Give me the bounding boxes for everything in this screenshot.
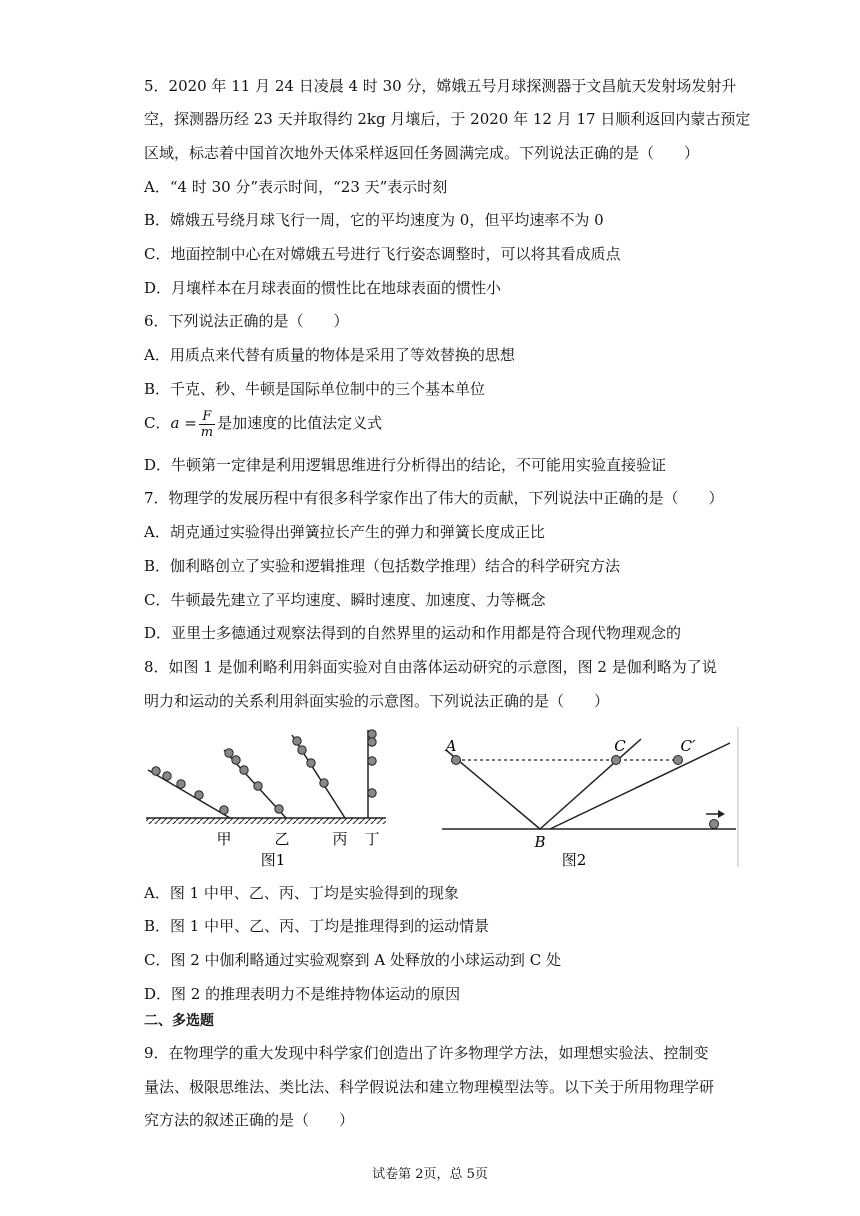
ball xyxy=(225,749,233,757)
q8-line-1: 8．如图 1 是伽利略利用斜面实验对自由落体运动研究的示意图，图 2 是伽利略为了说 xyxy=(144,658,717,676)
ball xyxy=(163,772,171,780)
ball xyxy=(275,805,283,813)
ball-a xyxy=(452,756,461,765)
ball xyxy=(232,756,240,764)
q9-line-1: 9．在物理学的重大发现中科学家们创造出了许多物理学方法，如理想实验法、控制变 xyxy=(144,1044,709,1062)
ball-c-prime xyxy=(674,756,683,765)
q8-line-2: 明力和运动的关系利用斜面实验的示意图。下列说法正确的是（ ） xyxy=(144,692,610,710)
ball xyxy=(368,730,376,738)
ball xyxy=(307,759,315,767)
ground-hatch xyxy=(146,818,386,824)
motion-arrow-head xyxy=(718,810,725,818)
ball-ground xyxy=(710,820,719,829)
ball xyxy=(368,738,376,746)
ball xyxy=(220,806,228,814)
label-yi: 乙 xyxy=(274,830,290,848)
q7-option-a: A．胡克通过实验得出弹簧拉长产生的弹力和弹簧长度成正比 xyxy=(144,523,545,541)
q8-option-c: C．图 2 中伽利略通过实验观察到 A 处释放的小球运动到 C 处 xyxy=(144,951,561,969)
q7-stem: 7．物理学的发展历程中有很多科学家作出了伟大的贡献，下列说法中正确的是（ ） xyxy=(144,489,724,507)
q6-option-c-prefix: C． xyxy=(144,414,171,432)
q6-option-d: D．牛顿第一定律是利用逻辑思维进行分析得出的结论，不可能用实验直接验证 xyxy=(144,456,667,474)
point-c-label: C xyxy=(614,737,626,755)
incline-jia xyxy=(148,770,230,818)
q6-option-c-suffix: 是加速度的比值法定义式 xyxy=(217,414,383,432)
q5-option-b: B．嫦娥五号绕月球飞行一周，它的平均速度为 0，但平均速率不为 0 xyxy=(144,211,604,229)
ball xyxy=(368,757,376,765)
q6-formula-denominator: m xyxy=(200,424,214,440)
ball xyxy=(368,789,376,797)
figure-1 xyxy=(140,725,400,873)
label-jia: 甲 xyxy=(216,830,232,848)
q7-option-d: D．亚里士多德通过观察法得到的自然界里的运动和作用都是符合现代物理观念的 xyxy=(144,624,682,642)
q6-formula-fraction xyxy=(199,409,215,440)
q5-line-3: 区域，标志着中国首次地外天体采样返回任务圆满完成。下列说法正确的是（ ） xyxy=(144,144,700,162)
point-a-label: A xyxy=(445,737,457,755)
q6-option-a: A．用质点来代替有质量的物体是采用了等效替换的思想 xyxy=(144,346,515,364)
q9-line-3: 究方法的叙述正确的是（ ） xyxy=(144,1111,355,1129)
label-bing: 丙 xyxy=(332,830,348,848)
ball xyxy=(195,791,203,799)
q8-option-b: B．图 1 中甲、乙、丙、丁均是推理得到的运动情景 xyxy=(144,917,490,935)
ball xyxy=(152,767,160,775)
q5-option-d: D．月壤样本在月球表面的惯性比在地球表面的惯性小 xyxy=(144,279,502,297)
gentle-right-incline xyxy=(550,743,730,829)
q6-formula-lhs: a = xyxy=(170,414,197,432)
q9-line-2: 量法、极限思维法、类比法、科学假说法和建立物理模型法等。以下关于所用物理学研 xyxy=(144,1078,715,1096)
q6-formula-numerator: F xyxy=(199,409,215,425)
q5-option-a: A．“4 时 30 分”表示时间，“23 天”表示时刻 xyxy=(144,178,448,196)
q6-option-c xyxy=(144,407,382,440)
q7-option-c: C．牛顿最先建立了平均速度、瞬时速度、加速度、力等概念 xyxy=(144,591,546,609)
q6-stem: 6．下列说法正确的是（ ） xyxy=(144,312,349,330)
figure-1-caption: 图1 xyxy=(260,851,286,869)
q5-line-2: 空，探测器历经 23 天并取得约 2kg 月壤后，于 2020 年 12 月 17 日顺利返回内蒙古预定 xyxy=(144,110,751,128)
section-heading-multiple-choice: 二、多选题 xyxy=(144,1013,214,1029)
ball xyxy=(293,737,301,745)
point-b-label: B xyxy=(534,833,546,851)
ball xyxy=(240,766,248,774)
q5-option-c: C．地面控制中心在对嫦娥五号进行飞行姿态调整时，可以将其看成质点 xyxy=(144,245,621,263)
ball xyxy=(320,779,328,787)
ball xyxy=(254,782,262,790)
q8-option-d: D．图 2 的推理表明力不是维持物体运动的原因 xyxy=(144,985,461,1003)
q6-option-b: B．千克、秒、牛顿是国际单位制中的三个基本单位 xyxy=(144,380,486,398)
figure-2 xyxy=(438,725,744,873)
steep-right-incline xyxy=(540,739,641,829)
figure-2-caption: 图2 xyxy=(561,851,587,869)
q5-line-1: 5．2020 年 11 月 24 日凌晨 4 时 30 分，嫦娥五号月球探测器于文昌航天发射场发射升 xyxy=(144,77,737,95)
page-footer: 试卷第 2页，总 5页 xyxy=(372,1167,488,1182)
label-ding: 丁 xyxy=(364,830,380,848)
ball xyxy=(298,746,306,754)
ball xyxy=(177,780,185,788)
q8-option-a: A．图 1 中甲、乙、丙、丁均是实验得到的现象 xyxy=(144,884,459,902)
point-c-prime-label: C′ xyxy=(680,737,696,755)
ball-c xyxy=(612,756,621,765)
q7-option-b: B．伽利略创立了实验和逻辑推理（包括数学推理）结合的科学研究方法 xyxy=(144,557,621,575)
